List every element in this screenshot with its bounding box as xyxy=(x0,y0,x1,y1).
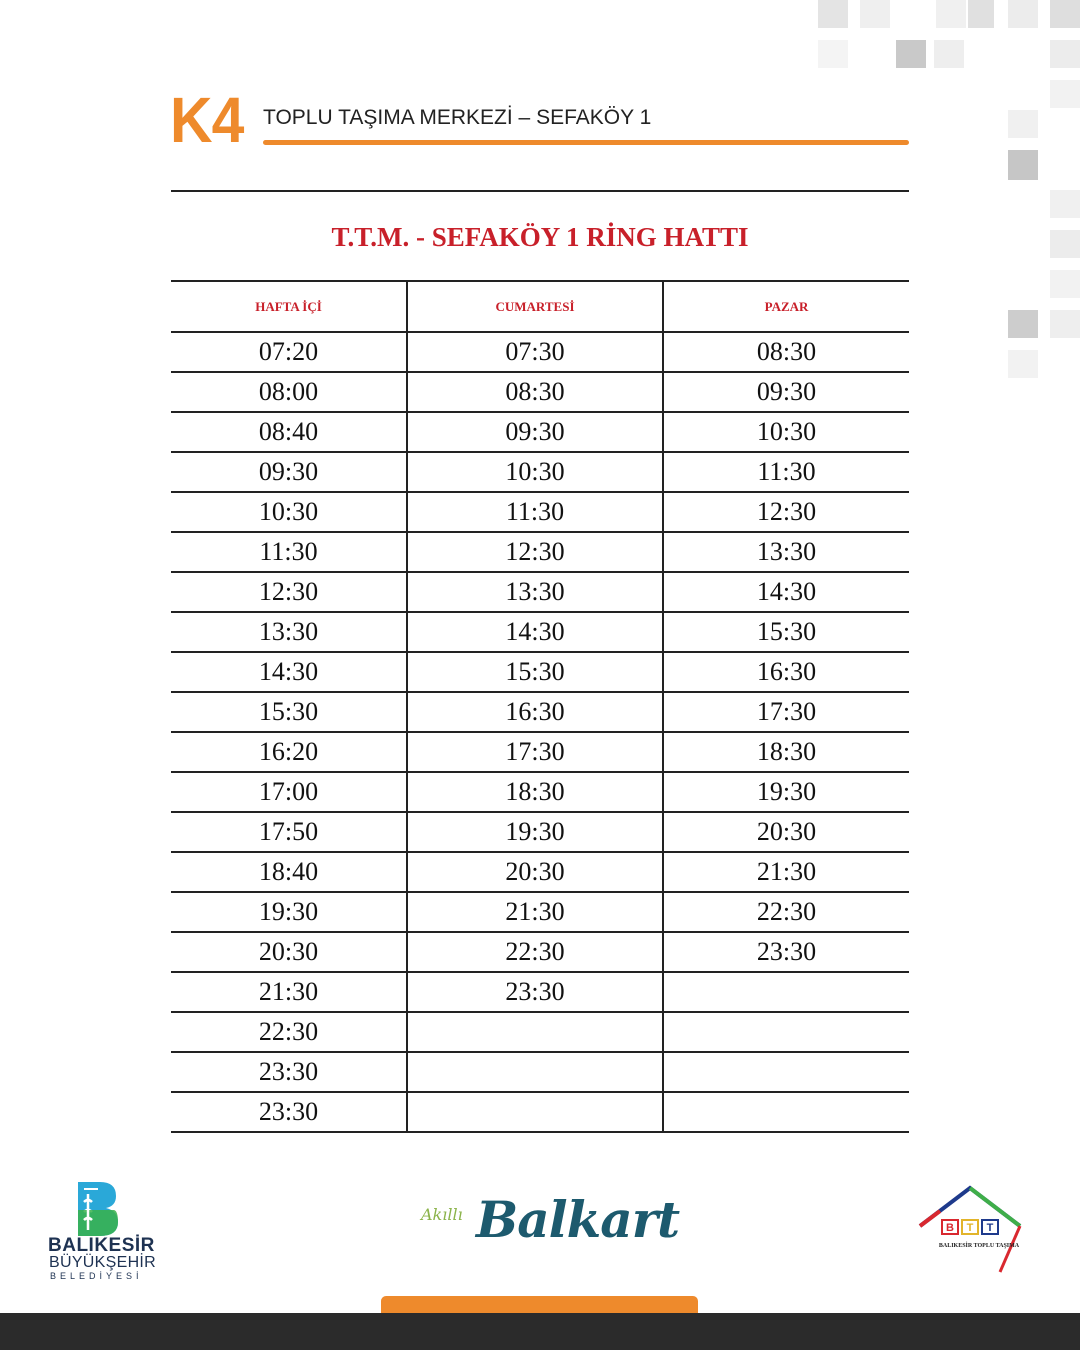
departure-time-cell: 16:30 xyxy=(663,652,909,692)
table-header-row xyxy=(171,281,909,332)
table-row xyxy=(171,572,909,612)
table-row xyxy=(171,772,909,812)
header-divider xyxy=(263,140,909,145)
departure-time-cell: 08:30 xyxy=(407,372,663,412)
departure-time-cell: 10:30 xyxy=(171,492,407,532)
footer-bar xyxy=(0,1313,1080,1350)
table-top-rule xyxy=(171,190,909,192)
departure-time-cell xyxy=(663,1012,909,1052)
table-row xyxy=(171,1052,909,1092)
table-row xyxy=(171,732,909,772)
municipality-name-line3: BELEDİYESİ xyxy=(50,1271,143,1281)
departure-time-cell: 20:30 xyxy=(171,932,407,972)
route-code: K4 xyxy=(170,84,244,156)
departure-time-cell: 09:30 xyxy=(407,412,663,452)
departure-time-cell: 10:30 xyxy=(663,412,909,452)
btt-letter-t2: T xyxy=(986,1222,994,1234)
balkart-logo: Balkart xyxy=(476,1190,680,1249)
municipality-name-line2: BÜYÜKŞEHİR xyxy=(49,1254,157,1271)
table-row xyxy=(171,692,909,732)
departure-time-cell: 17:30 xyxy=(407,732,663,772)
departure-time-cell: 15:30 xyxy=(407,652,663,692)
departure-time-cell: 14:30 xyxy=(407,612,663,652)
schedule-table xyxy=(171,280,909,1133)
departure-time-cell: 14:30 xyxy=(171,652,407,692)
table-row xyxy=(171,412,909,452)
departure-time-cell: 17:50 xyxy=(171,812,407,852)
departure-time-cell: 21:30 xyxy=(663,852,909,892)
departure-time-cell: 07:30 xyxy=(407,332,663,372)
departure-time-cell xyxy=(663,972,909,1012)
table-row xyxy=(171,892,909,932)
departure-time-cell: 15:30 xyxy=(663,612,909,652)
departure-time-cell: 23:30 xyxy=(171,1052,407,1092)
departure-time-cell: 23:30 xyxy=(663,932,909,972)
btt-letter-t1: T xyxy=(966,1222,974,1234)
departure-time-cell xyxy=(663,1092,909,1132)
departure-time-cell xyxy=(407,1092,663,1132)
departure-time-cell xyxy=(407,1052,663,1092)
column-header-sunday: PAZAR xyxy=(663,281,909,332)
btt-caption: BALIKESİR TOPLU TAŞIMA xyxy=(938,1243,1020,1249)
departure-time-cell: 08:40 xyxy=(171,412,407,452)
departure-time-cell xyxy=(407,1012,663,1052)
departure-time-cell: 12:30 xyxy=(407,532,663,572)
table-row xyxy=(171,612,909,652)
departure-time-cell: 18:30 xyxy=(407,772,663,812)
btt-letter-b: B xyxy=(946,1222,954,1234)
departure-time-cell: 11:30 xyxy=(171,532,407,572)
departure-time-cell: 16:20 xyxy=(171,732,407,772)
departure-time-cell: 20:30 xyxy=(407,852,663,892)
table-row xyxy=(171,932,909,972)
table-row xyxy=(171,972,909,1012)
departure-time-cell: 10:30 xyxy=(407,452,663,492)
table-row xyxy=(171,492,909,532)
balkart-logo-prefix: Akıllı xyxy=(421,1205,463,1224)
departure-time-cell: 08:30 xyxy=(663,332,909,372)
departure-time-cell: 09:30 xyxy=(663,372,909,412)
departure-time-cell: 20:30 xyxy=(663,812,909,852)
departure-time-cell: 22:30 xyxy=(663,892,909,932)
departure-time-cell: 23:30 xyxy=(407,972,663,1012)
departure-time-cell: 09:30 xyxy=(171,452,407,492)
departure-time-cell: 11:30 xyxy=(407,492,663,532)
departure-time-cell: 12:30 xyxy=(171,572,407,612)
departure-time-cell: 18:30 xyxy=(663,732,909,772)
schedule-title: T.T.M. - SEFAKÖY 1 RİNG HATTI xyxy=(331,222,749,252)
departure-time-cell: 19:30 xyxy=(663,772,909,812)
table-row xyxy=(171,452,909,492)
departure-time-cell: 17:00 xyxy=(171,772,407,812)
table-row xyxy=(171,1012,909,1052)
column-header-weekday: HAFTA İÇİ xyxy=(171,281,407,332)
departure-time-cell: 22:30 xyxy=(171,1012,407,1052)
departure-time-cell: 14:30 xyxy=(663,572,909,612)
municipality-name-line1: BALIKESİR xyxy=(48,1235,155,1256)
departure-time-cell: 21:30 xyxy=(171,972,407,1012)
table-row xyxy=(171,652,909,692)
table-row xyxy=(171,852,909,892)
column-header-saturday: CUMARTESİ xyxy=(407,281,663,332)
table-row xyxy=(171,1092,909,1132)
departure-time-cell: 19:30 xyxy=(407,812,663,852)
departure-time-cell: 18:40 xyxy=(171,852,407,892)
table-row xyxy=(171,812,909,852)
departure-time-cell: 08:00 xyxy=(171,372,407,412)
departure-time-cell: 16:30 xyxy=(407,692,663,732)
departure-time-cell: 21:30 xyxy=(407,892,663,932)
departure-time-cell: 13:30 xyxy=(407,572,663,612)
table-row xyxy=(171,372,909,412)
departure-time-cell: 07:20 xyxy=(171,332,407,372)
route-name: TOPLU TAŞIMA MERKEZİ – SEFAKÖY 1 xyxy=(263,106,652,129)
departure-time-cell: 11:30 xyxy=(663,452,909,492)
departure-time-cell: 22:30 xyxy=(407,932,663,972)
departure-time-cell: 23:30 xyxy=(171,1092,407,1132)
departure-time-cell: 19:30 xyxy=(171,892,407,932)
departure-time-cell: 13:30 xyxy=(171,612,407,652)
departure-time-cell: 13:30 xyxy=(663,532,909,572)
departure-time-cell: 15:30 xyxy=(171,692,407,732)
btt-logo xyxy=(912,1180,1030,1280)
table-row xyxy=(171,532,909,572)
departure-time-cell xyxy=(663,1052,909,1092)
table-row xyxy=(171,332,909,372)
departure-time-cell: 12:30 xyxy=(663,492,909,532)
departure-time-cell: 17:30 xyxy=(663,692,909,732)
